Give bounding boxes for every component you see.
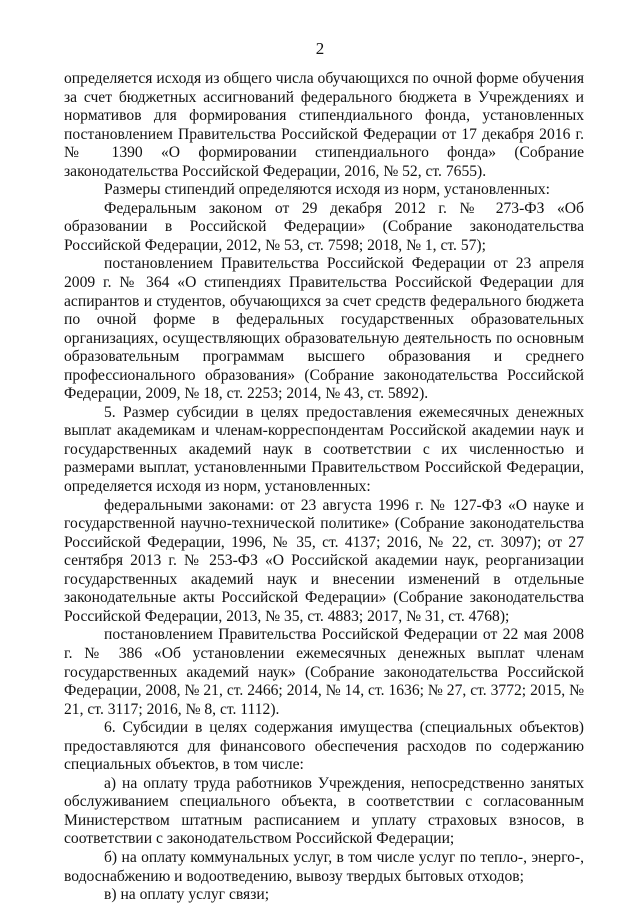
paragraph: 5. Размер субсидии в целях предоставления ежемесячных денежных выплат академикам и членам-корреспондентам Российской академии наук и государственных академий наук в соответствии с их численностью и размерами выплат, установленными Правительством Российской Федерации, определяется исходя из норм, установленных: <box>64 403 584 496</box>
paragraph: в) на оплату услуг связи; <box>104 886 270 904</box>
paragraph: постановлением Правительства Российской Федерации от 23 апреля 2009 г. № 364 «О стипендиях Правительства Российской Федерации для аспирантов и студентов, обучающихся за счет средств федерального бюджета по очной форме в федеральных государственных образовательных организациях, осуществляющих образовательную деятельность по основным образовательным программам высшего образования и среднего профессионального образования» (Собрание законодательства Российской Федерации, 2009, № 18, ст. 2253; 2014, № 43, ст. 5892). <box>64 255 584 403</box>
paragraph: федеральными законами: от 23 августа 1996 г. № 127-ФЗ «О науке и государственной научно-технической политике» (Собрание законодательства Российской Федерации, 1996, № 35, ст. 4137; 2016, № 22, ст. 3097); от 27 сентября 2013 г. № 253-ФЗ «О Российской академии наук, реорганизации государственных академий наук и внесении изменений в отдельные законодательные акты Российской Федерации» (Собрание законодательства Российской Федерации, 2013, № 35, ст. 4883; 2017, № 31, ст. 4768); <box>64 496 584 625</box>
paragraph: а) на оплату труда работников Учреждения, непосредственно занятых обслуживанием специального объекта, в соответствии с согласованным Министерством штатным расписанием и уплату страховых взносов, в соответствии с законодательством Российской Федерации; <box>64 774 584 848</box>
paragraph: постановлением Правительства Российской Федерации от 22 мая 2008 г. № 386 «Об установлении ежемесячных денежных выплат членам государственных академий наук» (Собрание законодательства Российской Федерации, 2008, № 21, ст. 2466; 2014, № 14, ст. 1636; № 27, ст. 3772; 2015, № 21, ст. 3117; 2016, № 8, ст. 1112). <box>64 626 584 718</box>
document-body <box>64 70 584 905</box>
paragraph: б) на оплату коммунальных услуг, в том числе услуг по тепло-, энерго-, водоснабжению и водоотведению, вывозу твердых бытовых отходов; <box>64 848 584 885</box>
paragraph: Размеры стипендий определяются исходя из норм, установленных: <box>104 181 550 199</box>
paragraph: Федеральным законом от 29 декабря 2012 г. № 273-ФЗ «Об образовании в Российской Федерации» (Собрание законодательства Российской Федерации, 2012, № 53, ст. 7598; 2018, № 1, ст. 57); <box>64 199 584 254</box>
paragraph: определяется исходя из общего числа обучающихся по очной форме обучения за счет бюджетных ассигнований федерального бюджета в Учреждениях и нормативов для формирования стипендиального фонда, установленных постановлением Правительства Российской Федерации от 17 декабря 2016 г. № 1390 «О формировании стипендиального фонда» (Собрание законодательства Российской Федерации, 2016, № 52, ст. 7655). <box>64 70 584 180</box>
paragraph: 6. Субсидии в целях содержания имущества (специальных объектов) предоставляются для финансового обеспечения расходов по содержанию специальных объектов, в том числе: <box>64 719 584 774</box>
page-number: 2 <box>315 39 325 58</box>
